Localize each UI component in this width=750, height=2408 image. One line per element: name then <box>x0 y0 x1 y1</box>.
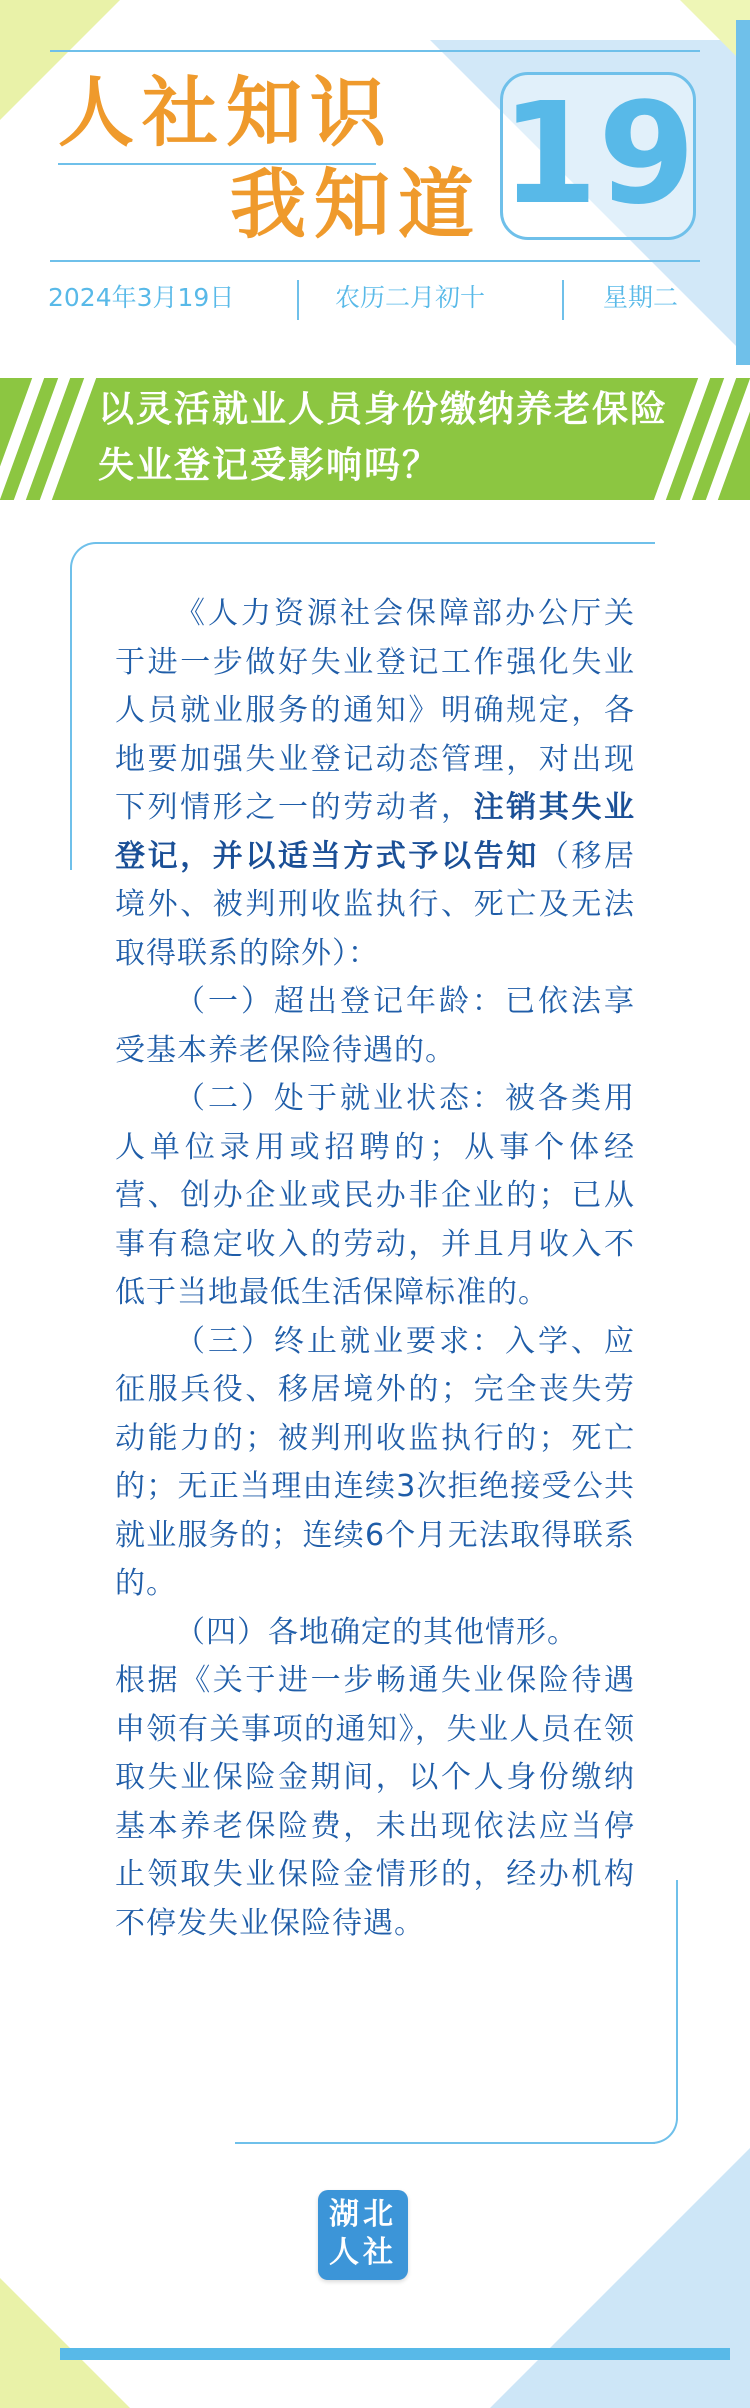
article-body <box>115 590 635 1948</box>
logo-text-line1: 湖北 <box>329 2197 397 2232</box>
footer-accent-bar <box>60 2348 730 2360</box>
content-frame-top <box>95 542 655 544</box>
content-frame-corner <box>638 2100 678 2144</box>
banner-stripe <box>40 378 96 500</box>
paragraph-item-3: （三）终止就业要求：入学、应征服兵役、移居境外的；完全丧失劳动能力的；被判刑收监执行的；死亡的；无正当理由连续3次拒绝接受公共就业服务的；连续6个月无法取得联系的。 <box>115 1323 635 1601</box>
question-title: 以灵活就业人员身份缴纳养老保险失业登记受影响吗？ <box>98 389 669 486</box>
content-frame-bottom <box>235 2142 655 2144</box>
side-accent-bar <box>736 20 750 365</box>
footer-decoration-blue <box>490 2148 750 2408</box>
page-title-line1: 人社知识 <box>58 68 394 157</box>
content-frame-right <box>676 1880 678 2120</box>
logo-text-line2: 人社 <box>329 2235 397 2270</box>
paragraph-item-1: （一）超出登记年龄：已依法享受基本养老保险待遇的。 <box>115 984 635 1068</box>
header-divider <box>50 260 700 262</box>
lunar-date-text: 农历二月初十 <box>335 283 486 312</box>
content-frame-left <box>70 570 72 870</box>
paragraph-text: 《人力资源社会保障部办公厅关于进一步做好失业登记工作强化失业人员就业服务的通知》明确规定，各地要加强失业登记动态管理，对出现下列情形之一的劳动者， <box>115 596 635 825</box>
issue-number: 19 <box>500 73 696 236</box>
paragraph-text: （移居境外、被判刑收监执行、死亡及无法取得联系的除外）： <box>115 838 636 971</box>
paragraph-conclusion: 根据《关于进一步畅通失业保险待遇申领有关事项的通知》，失业人员在领取失业保险金期间，以个人身份缴纳基本养老保险费，未出现依法应当停止领取失业保险金情形的，经办机构不停发失业保险待遇。 <box>115 1663 635 1941</box>
page-title-line2: 我知道 <box>230 160 482 249</box>
header-top-rule <box>50 50 700 52</box>
date-separator <box>297 280 299 320</box>
footer-decoration-yellow <box>0 2278 130 2408</box>
weekday-text: 星期二 <box>603 283 679 312</box>
date-text: 2024年3月19日 <box>48 283 235 312</box>
content-frame-corner <box>70 542 110 582</box>
emphasis-text: 注销其失业登记，并以适当方式予以告知 <box>115 790 636 874</box>
paragraph-intro <box>115 590 635 978</box>
paragraph-item-2: （二）处于就业状态：被各类用人单位录用或招聘的；从事个体经营、创办企业或民办非企业的；已从事有稳定收入的劳动，并且月收入不低于当地最低生活保障标准的。 <box>115 1081 635 1310</box>
date-separator <box>562 280 564 320</box>
paragraph-item-4: （四）各地确定的其他情形。 <box>175 1614 578 1650</box>
logo-text <box>318 2196 408 2272</box>
